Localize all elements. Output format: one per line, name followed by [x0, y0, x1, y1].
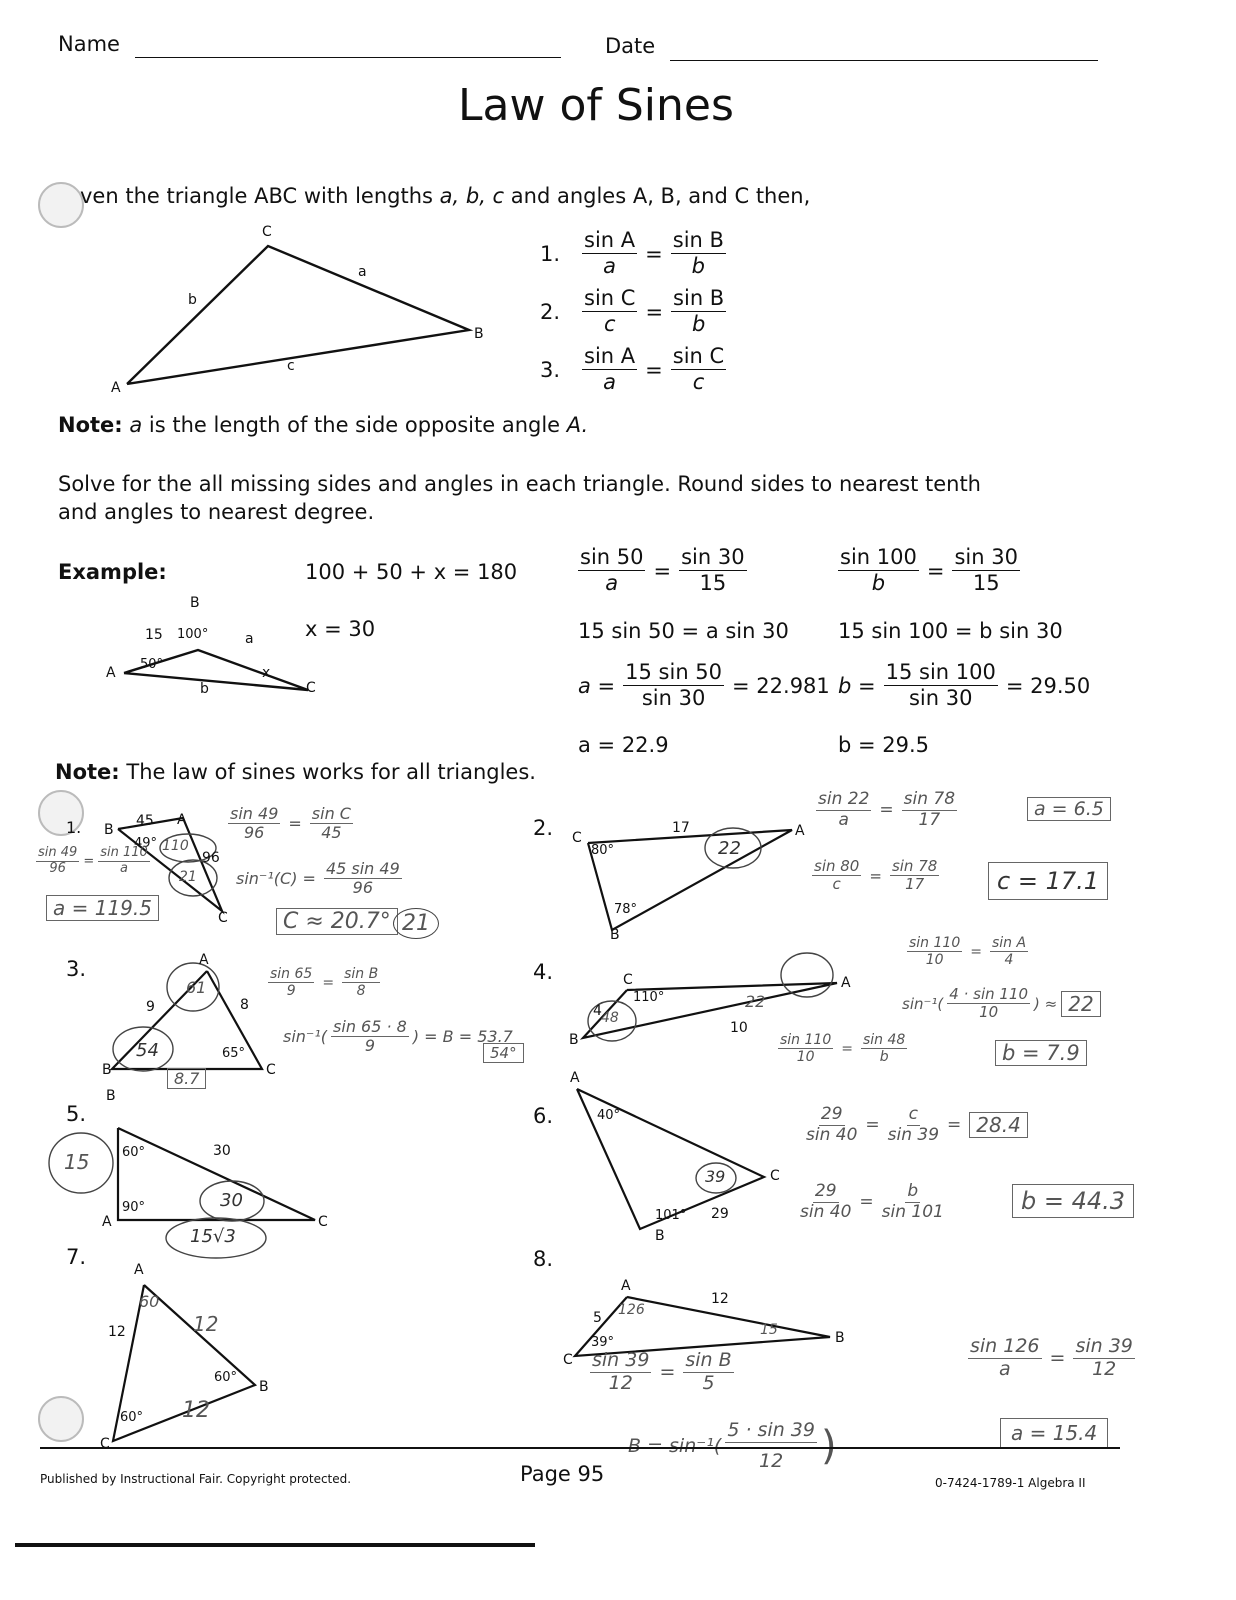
- p8-hw-angle-a: 126: [618, 1302, 645, 1318]
- problem-7-number: 7.: [66, 1245, 87, 1269]
- p3-hw-eq2: sin⁻¹( $\frac{\sin 65 \cdot 8}{9}$ ) = B = 53.7: [283, 1017, 513, 1056]
- p1-side-96: 96: [202, 850, 220, 866]
- p3-hw-angle-a: 61: [186, 978, 207, 997]
- p5-vertex-b: B: [106, 1088, 116, 1104]
- p4-hw-answer-b: b = 7.9: [995, 1040, 1087, 1066]
- footer-divider: [40, 1447, 1120, 1449]
- ref-side-a: a: [358, 264, 367, 280]
- formula-3: 3. $\frac{\text{sin A}}{a}$ = $\frac{\text{sin C}}{c}$: [540, 344, 725, 395]
- instructions-line-1: Solve for the all missing sides and angles in each triangle. Round sides to nearest tenth: [58, 472, 981, 496]
- p1-hw-eq2: sin⁻¹(C) = $\frac{45 \sin 49}{96}$: [236, 859, 400, 898]
- footer-page-number: Page 95: [520, 1462, 605, 1486]
- formula-1: 1. $\frac{\text{sin A}}{a}$ = $\frac{\text{sin B}}{b}$: [540, 228, 724, 279]
- p5-angle-b: 60°: [122, 1145, 146, 1160]
- p4-hw-eq3: $\frac{\sin 110}{10}$ = $\frac{\sin 48}{b}$: [780, 1032, 906, 1066]
- p4-hw-eq1: $\frac{\sin 110}{10}$ = $\frac{\text{sin A}}{4}$: [909, 935, 1027, 969]
- example-x-value: x = 30: [305, 617, 376, 641]
- ex-side-b: b: [200, 681, 209, 697]
- p8-hw-eq3: $\frac{\sin 126}{a}$ = $\frac{\sin 39}{12}$: [970, 1335, 1133, 1380]
- p8-hw-eq1: $\frac{\sin 39}{12}$ = $\frac{\text{sin B}}{5}$: [592, 1349, 732, 1394]
- formula-2: 2. $\frac{\text{sin C}}{c}$ = $\frac{\text{sin B}}{b}$: [540, 286, 725, 337]
- p3-angle-c: 65°: [222, 1046, 246, 1061]
- note-opposite-side: Note: a is the length of the side opposite angle A.: [58, 413, 589, 437]
- ex-angle-a: 50°: [140, 657, 164, 672]
- ex-col2-proportion: $\frac{\sin 100}{b}$ = $\frac{\sin 30}{15}$: [840, 545, 1018, 596]
- p7-angle-c: 60°: [120, 1410, 144, 1425]
- p8-vertex-a: A: [621, 1278, 631, 1294]
- p8-hw-answer-a: a = 15.4: [1000, 1418, 1108, 1448]
- p1-hw-side-eq: $\frac{\sin 49}{96}$ = $\frac{\sin 110}{a}$: [38, 845, 148, 876]
- p1-side-45: 45: [136, 813, 154, 829]
- p2-vertex-c: C: [572, 830, 582, 846]
- p1-hw-angle-c: 21: [179, 869, 197, 885]
- p3-hw-answer-b: 54°: [483, 1043, 524, 1063]
- ex-col2-cross-multiply: 15 sin 100 = b sin 30: [838, 619, 1063, 643]
- p7-angle-b: 60°: [214, 1370, 238, 1385]
- p8-vertex-c: C: [563, 1352, 573, 1368]
- problem-6-number: 6.: [533, 1104, 554, 1128]
- p4-hw-eq2: sin⁻¹( $\frac{4 \cdot \sin 110}{10}$ ) ≈ 22: [902, 986, 1101, 1022]
- p6-angle-b: 101°: [655, 1208, 687, 1223]
- p6-hw-answer-b: b = 44.3: [1012, 1184, 1134, 1218]
- p6-vertex-c: C: [770, 1168, 780, 1184]
- ex-col2-result: b = 29.5: [838, 733, 930, 757]
- p8-vertex-b: B: [835, 1330, 845, 1346]
- p3-side-8: 8: [240, 997, 249, 1013]
- p3-hw-side-bc: 8.7: [167, 1068, 206, 1089]
- p4-hw-angle-a: 22: [745, 992, 766, 1011]
- ex-side-15: 15: [145, 627, 163, 643]
- date-field-line[interactable]: [670, 60, 1098, 61]
- p2-hw-eq2: $\frac{\sin 80}{c}$ = $\frac{\sin 78}{17}$: [814, 857, 938, 894]
- intro-text: ven the triangle ABC with lengths a, b, c and angles A, B, and C then,: [80, 184, 811, 208]
- example-angle-sum: 100 + 50 + x = 180: [305, 560, 518, 584]
- p7-hw-side-cb: 12: [182, 1398, 210, 1423]
- p8-hw-eq2: B = sin⁻¹( $\frac{5 \cdot \sin 39}{12}$ ): [628, 1419, 837, 1472]
- ref-vertex-c: C: [262, 224, 272, 240]
- p1-vertex-a: A: [177, 812, 187, 828]
- p5-vertex-a: A: [102, 1214, 112, 1230]
- p6-side-29: 29: [711, 1206, 729, 1222]
- ex-col2-solve: b = $\frac{15 \sin 100}{\sin 30}$ = 29.50: [838, 660, 1091, 711]
- problem-3-number: 3.: [66, 957, 87, 981]
- problem-8-number: 8.: [533, 1247, 554, 1271]
- instructions-line-2: and angles to nearest degree.: [58, 500, 375, 524]
- p1-angle-b: 49°: [134, 836, 158, 851]
- ref-side-b: b: [188, 292, 197, 308]
- ref-side-c: c: [287, 358, 295, 374]
- p6-hw-angle-c: 39: [705, 1167, 726, 1186]
- p4-angle-c: 110°: [633, 990, 665, 1005]
- footer-publisher: Published by Instructional Fair. Copyright protected.: [40, 1472, 352, 1486]
- ex-vertex-a: A: [106, 665, 116, 681]
- p4-vertex-a: A: [841, 975, 851, 991]
- p8-hw-angle-b: 15: [760, 1322, 778, 1338]
- p7-vertex-c: C: [100, 1436, 110, 1452]
- p2-vertex-b: B: [610, 927, 620, 943]
- p6-vertex-a: A: [570, 1070, 580, 1086]
- p3-vertex-c: C: [266, 1062, 276, 1078]
- p3-hw-eq1: $\frac{\sin 65}{9}$ = $\frac{\text{sin B}}{8}$: [270, 966, 379, 1000]
- scan-edge-line: [15, 1543, 535, 1547]
- ex-vertex-c: C: [306, 680, 316, 696]
- p8-side-12: 12: [711, 1291, 729, 1307]
- p2-angle-c: 80°: [591, 843, 615, 858]
- p1-hw-eq1: $\frac{\sin 49}{96}$ = $\frac{\text{sin C}}{45}$: [230, 804, 351, 843]
- ex-angle-b: 100°: [177, 627, 209, 642]
- p7-side-12: 12: [108, 1324, 126, 1340]
- p7-hw-side-ab: 12: [193, 1312, 219, 1336]
- p7-vertex-a: A: [134, 1262, 144, 1278]
- p1-hw-angle-a: 110: [162, 838, 189, 854]
- p4-hw-angle-b: 48: [601, 1010, 619, 1026]
- p4-side-4: 4: [593, 1003, 602, 1019]
- ref-vertex-a: A: [111, 380, 121, 396]
- p1-vertex-b: B: [104, 822, 114, 838]
- name-label: Name: [58, 32, 120, 56]
- problem-1-number: 1.: [66, 818, 82, 837]
- p8-side-5: 5: [593, 1310, 602, 1326]
- problem-2-number: 2.: [533, 816, 554, 840]
- p4-side-10: 10: [730, 1020, 748, 1036]
- p5-hw-angle-c: 30: [220, 1190, 243, 1211]
- p3-hw-angle-b: 54: [136, 1040, 159, 1061]
- p3-side-9: 9: [146, 999, 155, 1015]
- problem-5-number: 5.: [66, 1102, 87, 1126]
- p6-vertex-b: B: [655, 1228, 665, 1244]
- page-title: Law of Sines: [458, 80, 734, 131]
- p2-vertex-a: A: [795, 823, 805, 839]
- ref-vertex-b: B: [474, 326, 484, 342]
- p2-hw-angle-a: 22: [718, 838, 741, 859]
- example-label: Example:: [58, 560, 167, 584]
- p1-hw-answer-a: a = 119.5: [46, 895, 159, 921]
- p5-angle-a: 90°: [122, 1200, 146, 1215]
- p3-vertex-b: B: [102, 1062, 112, 1078]
- ex-col1-result: a = 22.9: [578, 733, 669, 757]
- date-label: Date: [605, 34, 656, 58]
- p2-hw-answer-a: a = 6.5: [1027, 797, 1111, 821]
- ex-col1-proportion: $\frac{\sin 50}{a}$ = $\frac{\sin 30}{15}$: [580, 545, 745, 596]
- p4-vertex-b: B: [569, 1032, 579, 1048]
- p1-vertex-c: C: [218, 910, 228, 926]
- ex-col1-cross-multiply: 15 sin 50 = a sin 30: [578, 619, 789, 643]
- ex-angle-c: x: [262, 665, 271, 681]
- p4-vertex-c: C: [623, 972, 633, 988]
- ex-col1-solve: a = $\frac{15 \sin 50}{\sin 30}$ = 22.981: [578, 660, 830, 711]
- p5-side-30: 30: [213, 1143, 231, 1159]
- p5-hw-side-ac: 15√3: [190, 1226, 236, 1247]
- p5-hw-side-ab: 15: [64, 1150, 90, 1174]
- p6-hw-eq2: $\frac{29}{\sin 40}$ = $\frac{b}{\sin 101}$: [800, 1181, 944, 1222]
- p2-angle-b: 78°: [614, 902, 638, 917]
- p6-angle-a: 40°: [597, 1108, 621, 1123]
- p7-vertex-b: B: [259, 1379, 269, 1395]
- p7-hw-angle-a: 60: [139, 1292, 160, 1311]
- p3-vertex-a: A: [199, 952, 209, 968]
- ex-side-a: a: [245, 631, 254, 647]
- p2-side-17: 17: [672, 820, 690, 836]
- p2-hw-eq1: $\frac{\sin 22}{a}$ = $\frac{\sin 78}{17}$: [818, 789, 956, 830]
- name-field-line[interactable]: [135, 57, 561, 58]
- problem-4-number: 4.: [533, 960, 554, 984]
- p2-hw-answer-c: c = 17.1: [988, 862, 1108, 900]
- p8-angle-c: 39°: [591, 1335, 615, 1350]
- punch-hole-top: [38, 182, 84, 228]
- p1-hw-answer-c: C ≈ 20.7°: [276, 908, 398, 935]
- ex-vertex-b: B: [190, 595, 200, 611]
- footer-book-code: 0-7424-1789-1 Algebra II: [935, 1476, 1086, 1490]
- note-all-triangles: Note: The law of sines works for all triangles.: [55, 760, 536, 784]
- punch-hole-bottom: [38, 1396, 84, 1442]
- p1-hw-answer-c-rounded: 21: [393, 908, 439, 939]
- p5-vertex-c: C: [318, 1214, 328, 1230]
- p6-hw-eq1: $\frac{29}{\sin 40}$ = $\frac{c}{\sin 39}$ = 28.4: [806, 1105, 1028, 1145]
